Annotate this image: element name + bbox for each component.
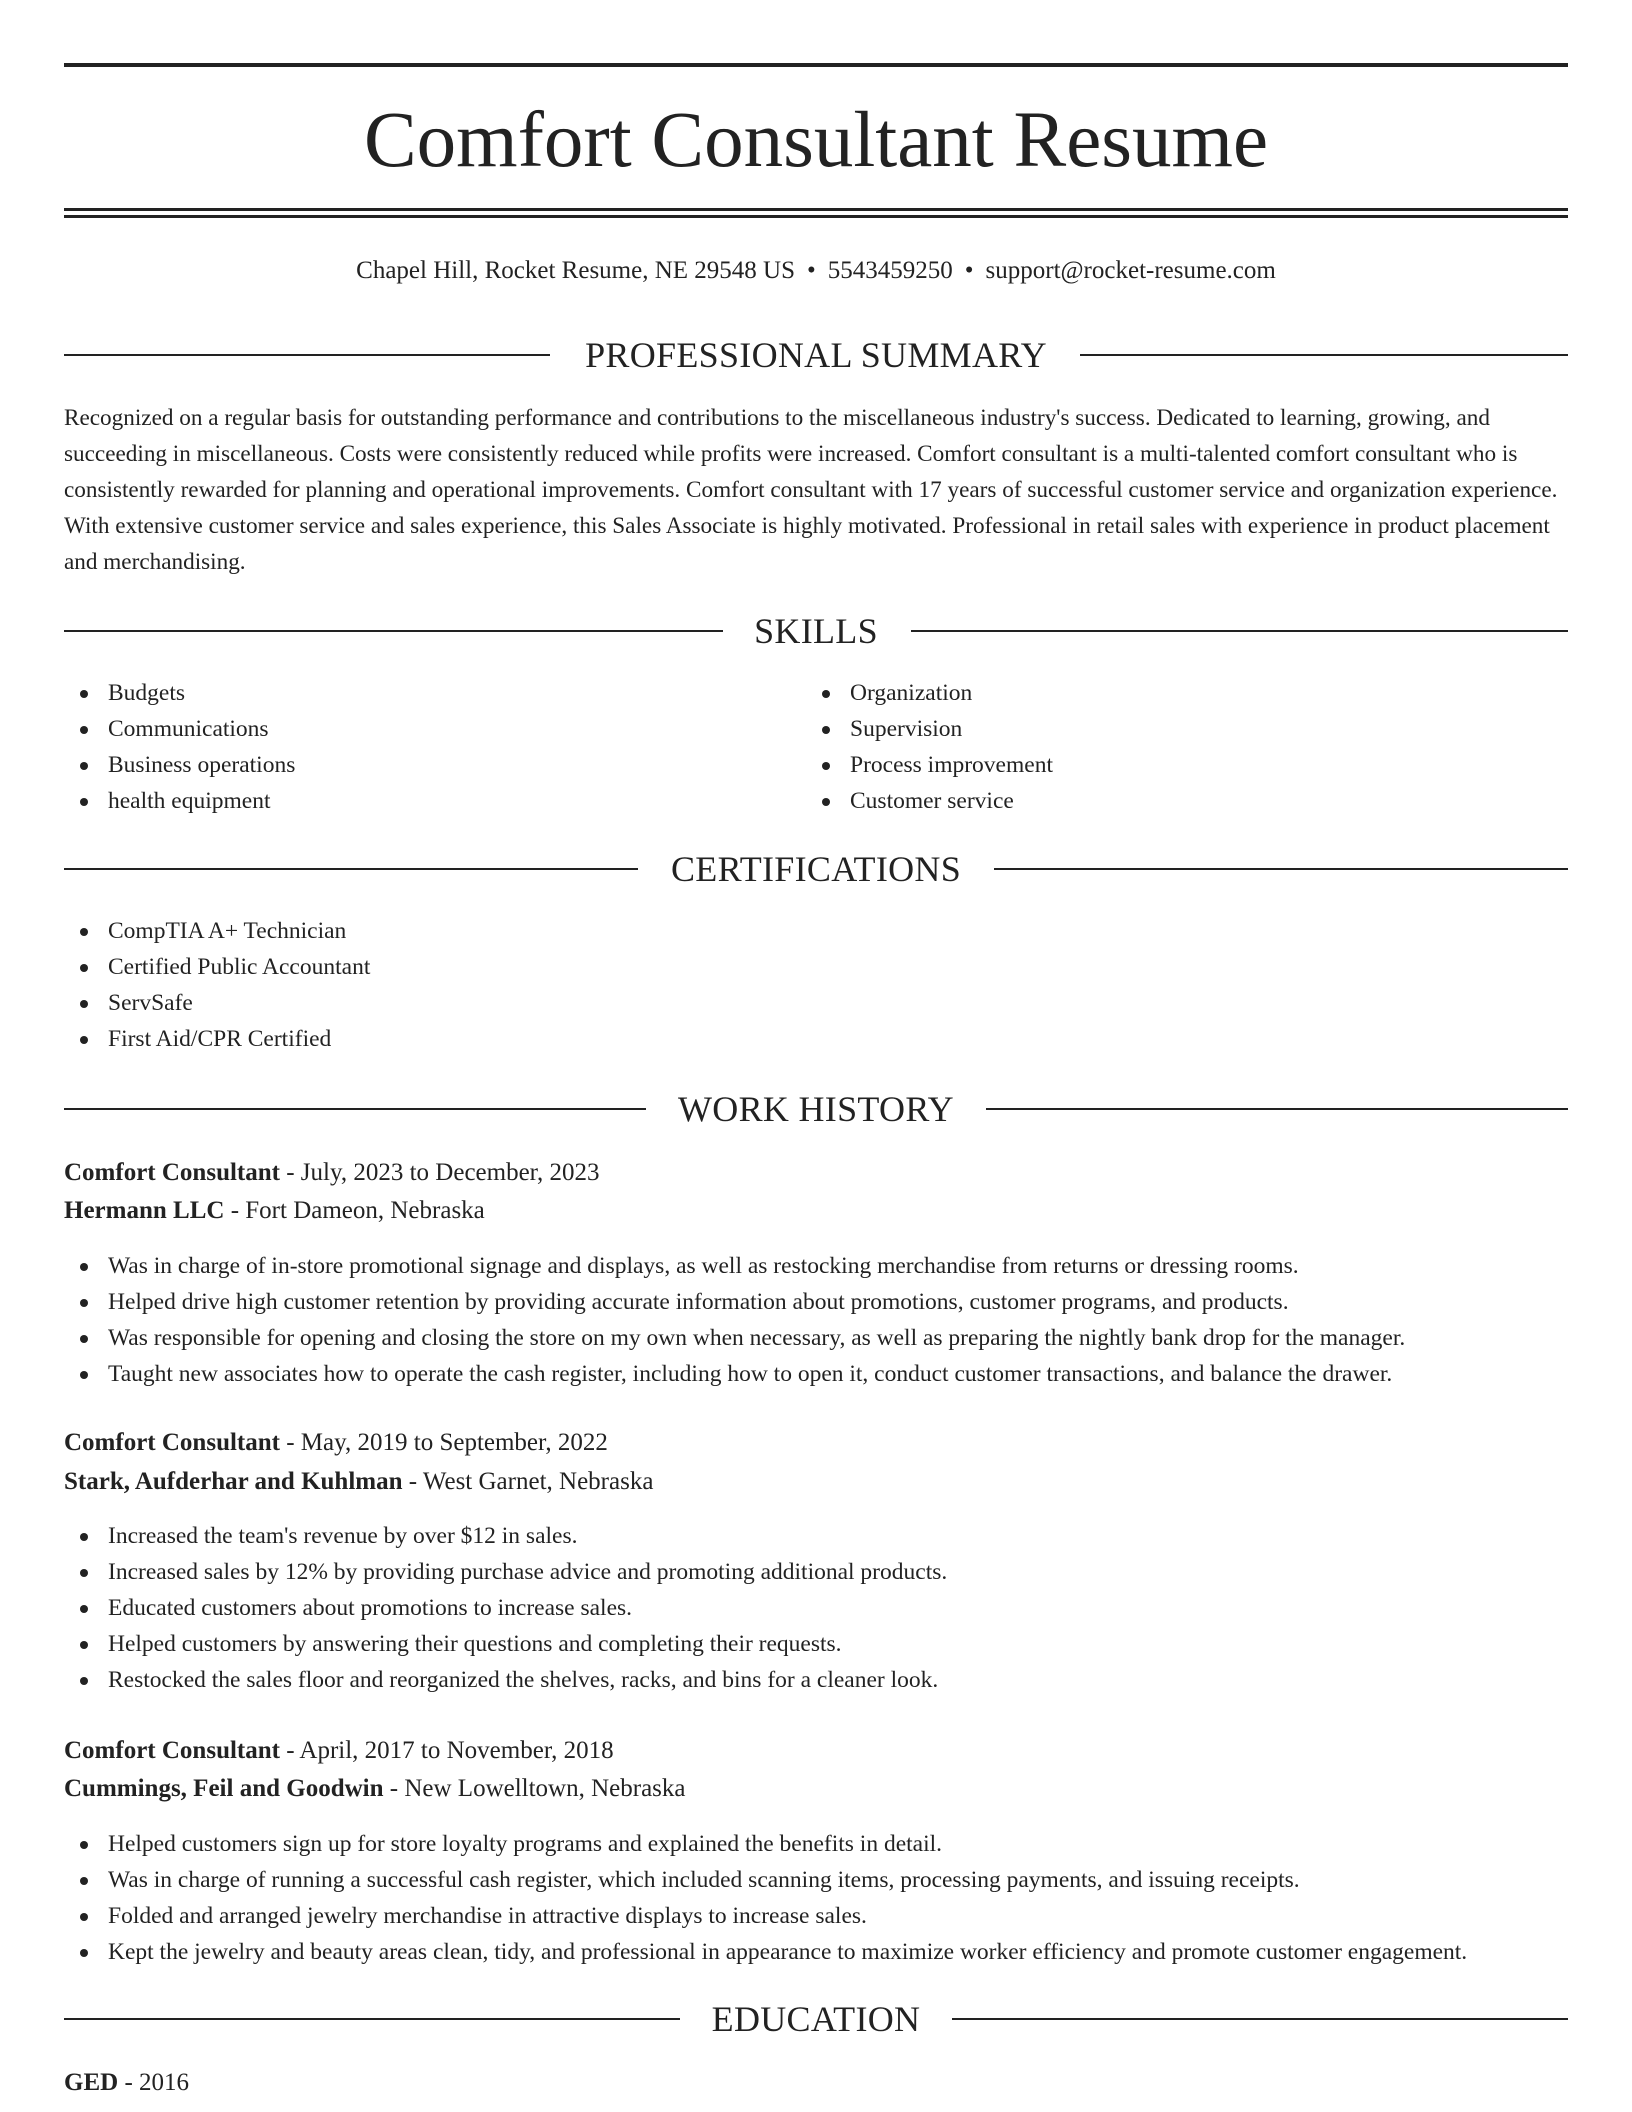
title-rule-upper [64,208,1568,211]
job-title: Comfort Consultant [64,1737,280,1764]
job-location: - West Garnet, Nebraska [402,1468,654,1495]
education-degree: GED [64,2069,119,2096]
job-title-line [64,1424,608,1462]
section-header-summary [64,333,1568,377]
job-bullet: Increased the team's revenue by over $12 in sales. [64,1518,947,1554]
contact-phone: 5543459250 [827,257,953,284]
job-bullet: Helped customers sign up for store loyalty programs and explained the benefits in detail. [64,1826,1467,1862]
job-title: Comfort Consultant [64,1429,280,1456]
job-bullet: Restocked the sales floor and reorganized the shelves, racks, and bins for a cleaner look. [64,1662,947,1698]
education-year: - 2016 [118,2069,190,2096]
job-bullet: Was in charge of running a successful cash register, which included scanning items, processing payments, and issuing receipts. [64,1862,1467,1898]
contact-separator: • [807,257,816,284]
summary-text: Recognized on a regular basis for outstanding performance and contributions to the miscellaneous industry's success. Dedicated to learning, growing, and succeeding in miscellaneous. Costs were consistently reduced while profits were increased. Comfort consultant is a multi-talented comfort consultant who is consistently rewarded for planning and operational improvements. Comfort consultant with 17 years of successful customer service and organization experience. With extensive customer service and sales experience, this Sales Associate is highly motivated. Professional in retail sales with experience in product placement and merchandising. [64,405,1558,575]
job-bullet: Increased sales by 12% by providing purchase advice and promoting additional products. [64,1554,947,1590]
job-location: - Fort Dameon, Nebraska [224,1197,485,1224]
job-bullet: Educated customers about promotions to increase sales. [64,1590,947,1626]
certification-item: First Aid/CPR Certified [64,1021,370,1057]
resume-title: Comfort Consultant Resume [363,97,1269,184]
top-rule [64,63,1568,67]
skill-item: Communications [64,711,295,747]
job-bullet: Taught new associates how to operate the cash register, including how to open it, conduct customer transactions, and balance the drawer. [64,1356,1405,1392]
job-bullet: Kept the jewelry and beauty areas clean, tidy, and professional in appearance to maximize worker efficiency and promote customer engagement. [64,1934,1467,1970]
job-company: Hermann LLC [64,1197,225,1224]
job-dates: - April, 2017 to November, 2018 [279,1737,614,1764]
section-header-skills [64,609,1568,653]
section-title-work-history: WORK HISTORY [678,1089,954,1129]
job-company: Stark, Aufderhar and Kuhlman [64,1468,403,1495]
skill-item: Organization [806,675,1053,711]
contact-email: support@rocket-resume.com [985,257,1276,284]
job-bullet: Helped drive high customer retention by providing accurate information about promotions, customer programs, and products. [64,1284,1405,1320]
section-title-certifications: CERTIFICATIONS [670,849,962,889]
job-title-line [64,1154,600,1192]
title-rule-lower [64,215,1568,218]
job-dates: - July, 2023 to December, 2023 [279,1159,600,1186]
job-bullet: Was responsible for opening and closing the store on my own when necessary, as well as preparing the nightly bank drop for the manager. [64,1320,1405,1356]
section-title-summary: PROFESSIONAL SUMMARY [585,335,1047,375]
job-title-line [64,1732,614,1770]
job-bullet: Helped customers by answering their questions and completing their requests. [64,1626,947,1662]
certification-item: CompTIA A+ Technician [64,913,370,949]
section-title-skills: SKILLS [754,611,878,651]
job-dates: - May, 2019 to September, 2022 [279,1429,608,1456]
job-company: Cummings, Feil and Goodwin [64,1775,384,1802]
job-company-line [64,1770,686,1808]
contact-address: Chapel Hill, Rocket Resume, NE 29548 US [356,257,795,284]
job-bullets [64,1826,1467,1970]
contact-separator: • [964,257,974,284]
skill-item: Business operations [64,747,295,783]
skill-item: Customer service [806,783,1053,819]
skill-item: Supervision [806,711,1053,747]
education-line [64,2064,189,2102]
job-company-line [64,1463,653,1501]
section-header-work-history [64,1087,1568,1131]
job-bullets [64,1248,1405,1392]
skill-item: Process improvement [806,747,1053,783]
job-location: - New Lowelltown, Nebraska [383,1775,686,1802]
job-title: Comfort Consultant [64,1159,280,1186]
section-header-certifications [64,847,1568,891]
job-bullet: Folded and arranged jewelry merchandise in attractive displays to increase sales. [64,1898,1467,1934]
certification-item: ServSafe [64,985,370,1021]
skills-list-left [64,675,295,819]
section-header-education [64,1997,1568,2041]
skill-item: Budgets [64,675,295,711]
certifications-list [64,913,370,1057]
job-bullets [64,1518,947,1698]
job-company-line [64,1192,485,1230]
skill-item: health equipment [64,783,295,819]
skills-list-right [806,675,1053,819]
certification-item: Certified Public Accountant [64,949,370,985]
contact-line [64,256,1568,286]
job-bullet: Was in charge of in-store promotional signage and displays, as well as restocking merchandise from returns or dressing rooms. [64,1248,1405,1284]
section-title-education: EDUCATION [711,1999,921,2039]
